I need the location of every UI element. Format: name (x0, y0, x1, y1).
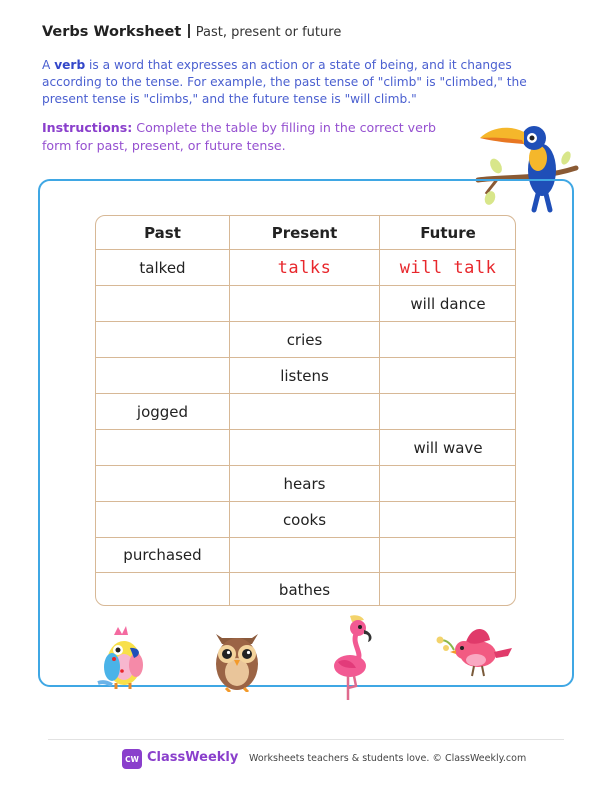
table-row (96, 573, 515, 606)
instructions-text: Complete the table by filling in the correct verb form for past, present, or future tense. (42, 120, 437, 153)
present-cell[interactable] (230, 538, 380, 572)
table-row (96, 538, 515, 573)
future-cell[interactable] (380, 502, 516, 537)
intro-prefix: A (42, 58, 55, 72)
header-present: Present (230, 216, 380, 249)
present-cell: listens (230, 358, 380, 393)
future-cell[interactable] (380, 573, 516, 606)
header-future: Future (420, 223, 476, 242)
owl-illustration (208, 628, 266, 692)
table-row (96, 286, 515, 322)
worksheet-title: Verbs Worksheet (42, 24, 182, 40)
future-cell[interactable] (380, 358, 516, 393)
footer-tagline: Worksheets teachers & students love. © ClassWeekly.com (249, 753, 527, 764)
future-cell[interactable] (380, 322, 516, 357)
past-cell[interactable] (96, 573, 230, 606)
past-cell: jogged (96, 394, 230, 429)
worksheet-header (42, 24, 341, 40)
table-row (96, 250, 515, 286)
table-row (96, 322, 515, 358)
table-row (96, 502, 515, 538)
brand-name[interactable]: ClassWeekly (147, 750, 239, 765)
footer-divider (48, 739, 564, 740)
future-cell[interactable] (380, 394, 516, 429)
present-cell: cooks (230, 502, 380, 537)
present-cell[interactable] (230, 394, 380, 429)
present-cell[interactable] (230, 430, 380, 465)
verb-table (95, 215, 516, 606)
parrot-illustration (94, 625, 158, 691)
present-cell: bathes (230, 573, 380, 606)
worksheet-subtitle: Past, present or future (195, 25, 342, 40)
past-cell[interactable] (96, 358, 230, 393)
table-row (96, 394, 515, 430)
title-divider (188, 24, 190, 38)
flamingo-illustration (322, 612, 386, 704)
table-row (96, 430, 515, 466)
bird-illustration (432, 620, 516, 684)
table-header-row (96, 216, 515, 250)
past-cell: purchased (96, 538, 230, 572)
past-cell[interactable] (96, 502, 230, 537)
instructions-paragraph (42, 119, 462, 154)
past-cell: talked (96, 250, 230, 285)
future-cell[interactable] (380, 466, 516, 501)
classweekly-logo-icon[interactable]: CW (122, 749, 142, 769)
future-cell: will dance (410, 294, 486, 313)
past-cell[interactable] (96, 430, 230, 465)
future-answer: will talk (399, 257, 497, 278)
past-cell[interactable] (96, 286, 230, 321)
table-row (96, 466, 515, 502)
past-cell[interactable] (96, 466, 230, 501)
intro-paragraph (42, 57, 562, 108)
future-cell: will wave (413, 438, 483, 457)
intro-text: is a word that expresses an action or a state of being, and it changes according to the tense. For example, the past tense of "climb" is "climbed," the present tense is "climbs," and the future tense is "will climb." (42, 58, 527, 106)
instructions-label: Instructions: (42, 120, 133, 135)
table-row (96, 358, 515, 394)
intro-term: verb (54, 58, 86, 72)
future-cell[interactable] (380, 538, 516, 572)
present-answer: talks (230, 250, 380, 285)
past-cell[interactable] (96, 322, 230, 357)
header-past: Past (96, 216, 230, 249)
present-cell[interactable] (230, 286, 380, 321)
present-cell: cries (230, 322, 380, 357)
present-cell: hears (230, 466, 380, 501)
